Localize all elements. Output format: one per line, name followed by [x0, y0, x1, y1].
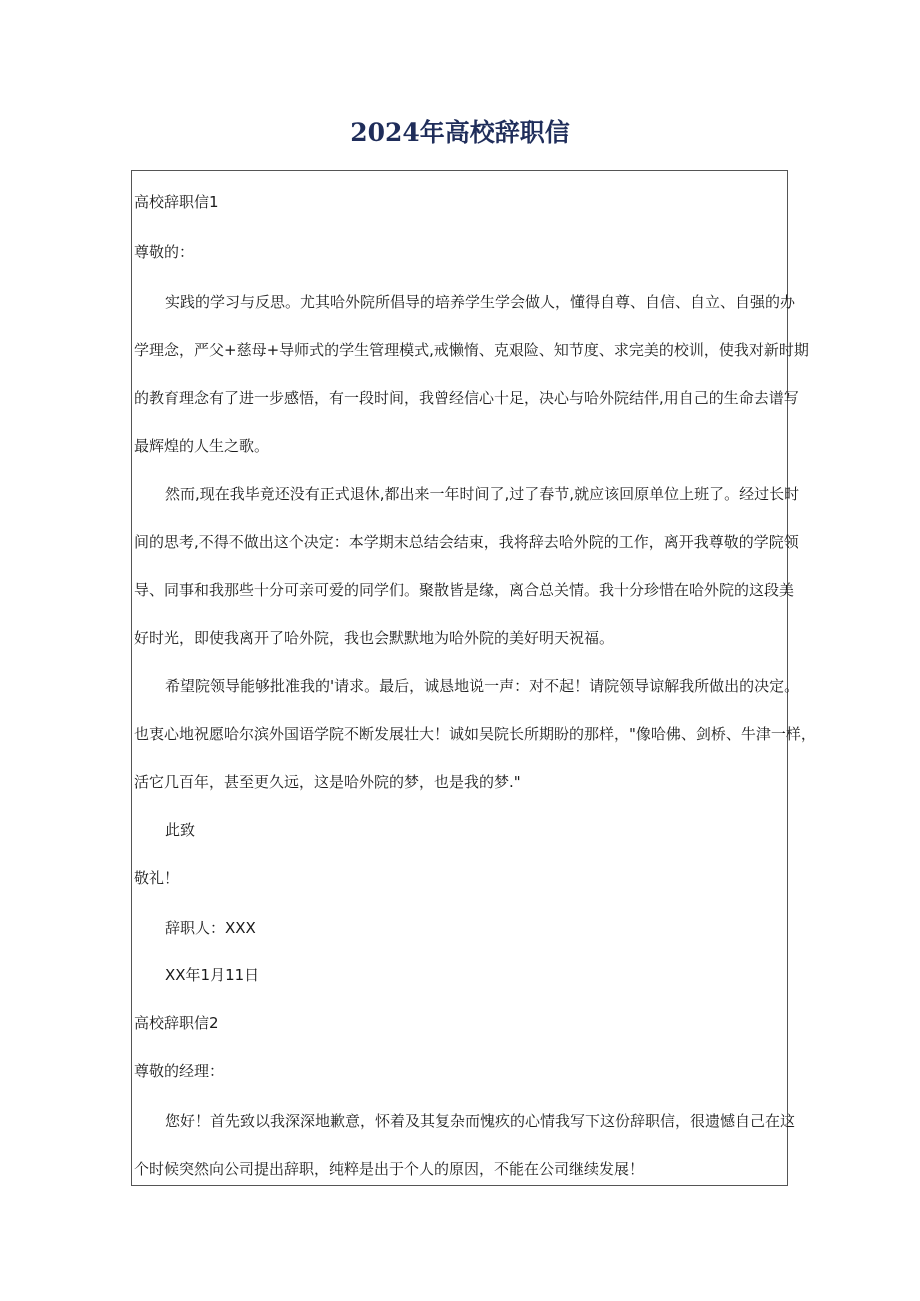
paragraph-line: 学理念，严父+慈母+导师式的学生管理模式,戒懒惰、克艰险、知节度、求完美的校训，使我对新时期	[134, 341, 809, 359]
letter1-signature: 辞职人：XXX	[165, 919, 256, 937]
paragraph-line: 实践的学习与反思。尤其哈外院所倡导的培养学生学会做人，懂得自尊、自信、自立、自强的办	[165, 293, 796, 311]
paragraph-line: 您好！首先致以我深深地歉意，怀着及其复杂而愧疚的心情我写下这份辞职信，很遗憾自己在这	[165, 1112, 796, 1130]
paragraph-line: 好时光，即使我离开了哈外院，我也会默默地为哈外院的美好明天祝福。	[134, 629, 615, 647]
document-title: 2024年高校辞职信	[350, 118, 570, 147]
paragraph-line: 导、同事和我那些十分可亲可爱的同学们。聚散皆是缘，离合总关情。我十分珍惜在哈外院的这段美	[134, 581, 795, 599]
letter1-salutation: 尊敬的：	[134, 243, 195, 261]
paragraph-line: 个时候突然向公司提出辞职，纯粹是出于个人的原因，不能在公司继续发展！	[134, 1160, 645, 1178]
letter1-date: XX年1月11日	[165, 966, 260, 984]
paragraph-line: 也衷心地祝愿哈尔滨外国语学院不断发展壮大！诚如吴院长所期盼的那样，"像哈佛、剑桥、牛津一样，	[134, 725, 816, 743]
paragraph-line: 希望院领导能够批准我的'请求。最后，诚恳地说一声：对不起！请院领导谅解我所做出的决定。	[165, 677, 800, 695]
letter2-heading: 高校辞职信2	[134, 1014, 219, 1032]
paragraph-line: 然而,现在我毕竟还没有正式退休,都出来一年时间了,过了春节,就应该回原单位上班了。经过长时	[165, 485, 800, 503]
paragraph-line: 的教育理念有了进一步感悟，有一段时间，我曾经信心十足，决心与哈外院结伴,用自己的生命去谱写	[134, 389, 799, 407]
letter1-regards: 敬礼！	[134, 869, 180, 887]
paragraph-line: 间的思考,不得不做出这个决定：本学期末总结会结束，我将辞去哈外院的工作，离开我尊敬的学院领	[134, 533, 799, 551]
letter1-paragraph-1	[134, 278, 809, 470]
letter2-paragraph-1	[134, 1097, 796, 1193]
paragraph-line: 最辉煌的人生之歌。	[134, 437, 270, 455]
letter1-paragraph-3	[134, 662, 816, 806]
letter1-heading: 高校辞职信1	[134, 193, 219, 211]
letter2-salutation: 尊敬的经理：	[134, 1062, 225, 1080]
letter-content	[134, 190, 816, 1193]
letter1-closing: 此致	[165, 821, 196, 839]
paragraph-line: 活它几百年，甚至更久远，这是哈外院的梦，也是我的梦."	[134, 773, 521, 791]
letter1-paragraph-2	[134, 470, 800, 662]
